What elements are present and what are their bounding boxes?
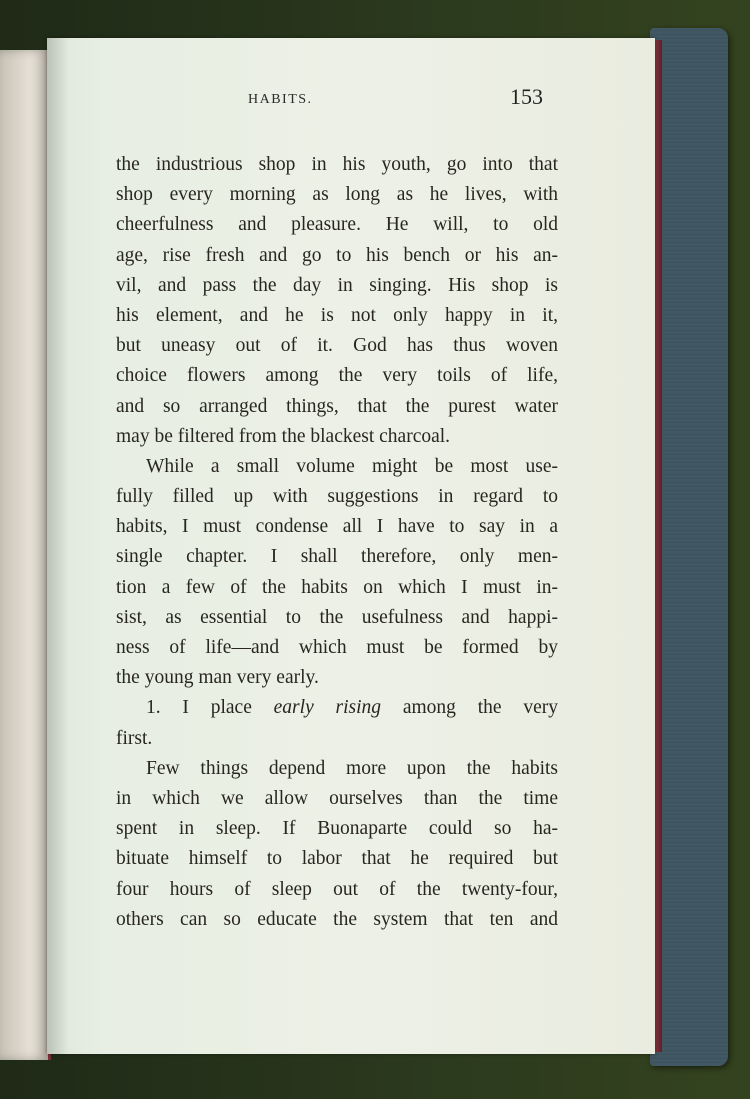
text-line: fully filled up with suggestions in regard to xyxy=(116,486,558,508)
text-line: habits, I must condense all I have to say in a xyxy=(116,516,558,538)
text-line: four hours of sleep out of the twenty-four, xyxy=(116,878,558,900)
text-line: Few things depend more upon the habits xyxy=(146,757,558,779)
text-line: choice flowers among the very toils of life, xyxy=(116,365,558,387)
text-line: single chapter. I shall therefore, only men- xyxy=(116,546,558,568)
page-number: 153 xyxy=(510,84,543,109)
text-line: cheerfulness and pleasure. He will, to old xyxy=(116,214,558,236)
text-line: the young man very early. xyxy=(116,667,319,689)
text-fragment: 1. I place xyxy=(146,697,274,719)
text-line: first. xyxy=(116,727,153,749)
text-fragment: among the very xyxy=(381,697,558,719)
italic-phrase: early rising xyxy=(273,697,382,719)
text-line: and so arranged things, that the purest water xyxy=(116,395,558,417)
body-text xyxy=(116,150,558,935)
text-line: tion a few of the habits on which I must in- xyxy=(116,576,558,598)
text-line: may be filtered from the blackest charcoal. xyxy=(116,425,451,447)
left-page-edge xyxy=(0,50,51,1060)
running-head: HABITS. xyxy=(248,92,313,107)
text-line: but uneasy out of it. God has thus woven xyxy=(116,335,558,357)
text-line: his element, and he is not only happy in it, xyxy=(116,304,558,326)
text-line: sist, as essential to the usefulness and happi- xyxy=(116,606,558,628)
text-line: shop every morning as long as he lives, with xyxy=(116,184,558,206)
text-line: ness of life—and which must be formed by xyxy=(116,637,558,658)
text-line: in which we allow ourselves than the time xyxy=(116,787,558,809)
text-line: bituate himself to labor that he required but xyxy=(116,848,558,870)
text-line: others can so educate the system that ten and xyxy=(116,908,558,930)
text-line xyxy=(116,693,558,723)
text-line: vil, and pass the day in singing. His shop is xyxy=(116,274,558,296)
text-line: the industrious shop in his youth, go into that xyxy=(116,154,558,175)
text-line: While a small volume might be most use- xyxy=(146,455,558,477)
text-line: spent in sleep. If Buonaparte could so ha- xyxy=(116,818,558,840)
text-line: age, rise fresh and go to his bench or his an- xyxy=(116,244,558,266)
